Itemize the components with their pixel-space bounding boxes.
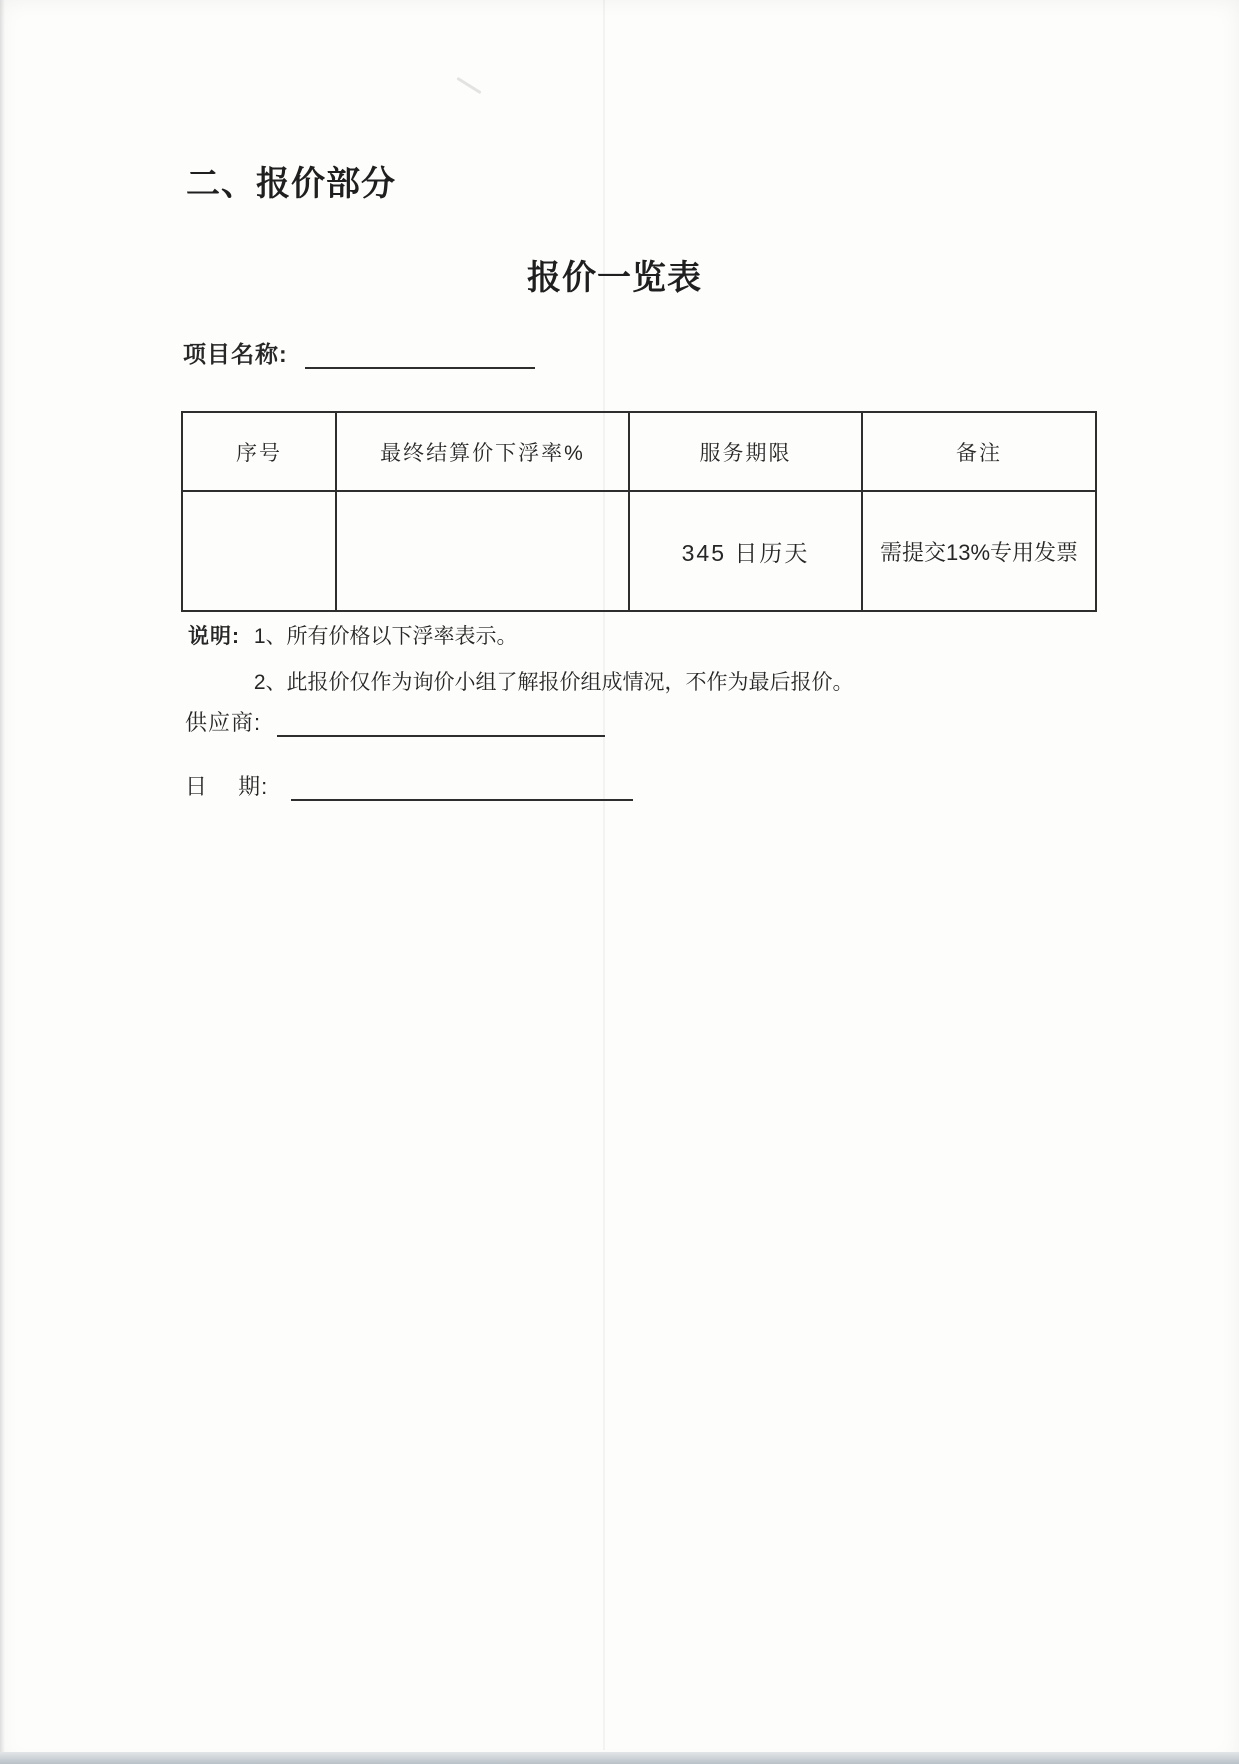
table-header-row [182,412,1096,491]
note-lines [254,624,854,697]
section-title: 二、报价部分 [186,165,396,203]
supplier-label: 供应商: [185,710,269,735]
table-data-row [182,491,1096,611]
project-name-row [183,336,535,369]
supplier-row [185,706,605,737]
date-label: 日 期: [185,774,276,799]
header-seq: 序号 [182,412,336,491]
header-discount-rate: 最终结算价下浮率% [336,412,629,491]
quotation-table [181,411,1097,612]
cell-discount-rate [336,491,629,611]
supplier-blank-line [277,709,605,737]
cell-seq [182,491,336,611]
note-line-2: 2、此报价仅作为询价小组了解报价组成情况，不作为最后报价。 [253,671,854,695]
project-name-label: 项目名称: [183,341,296,367]
header-remark: 备注 [862,412,1096,491]
note-line-1: 1、所有价格以下浮率表示。 [253,625,518,648]
table-title: 报价一览表 [527,259,702,297]
notes-block [188,624,854,697]
notes-label: 说明: [188,625,247,648]
cell-service-period: 345 日历天 [629,491,862,611]
date-blank-line [291,773,633,801]
scan-edge-bottom [0,1752,1239,1764]
date-row [185,770,633,801]
cell-remark: 需提交13%专用发票 [862,491,1096,611]
header-service-period: 服务期限 [629,412,862,491]
project-name-blank-line [305,341,535,369]
scan-edge-left [0,0,5,1764]
scan-artifact [456,77,481,94]
